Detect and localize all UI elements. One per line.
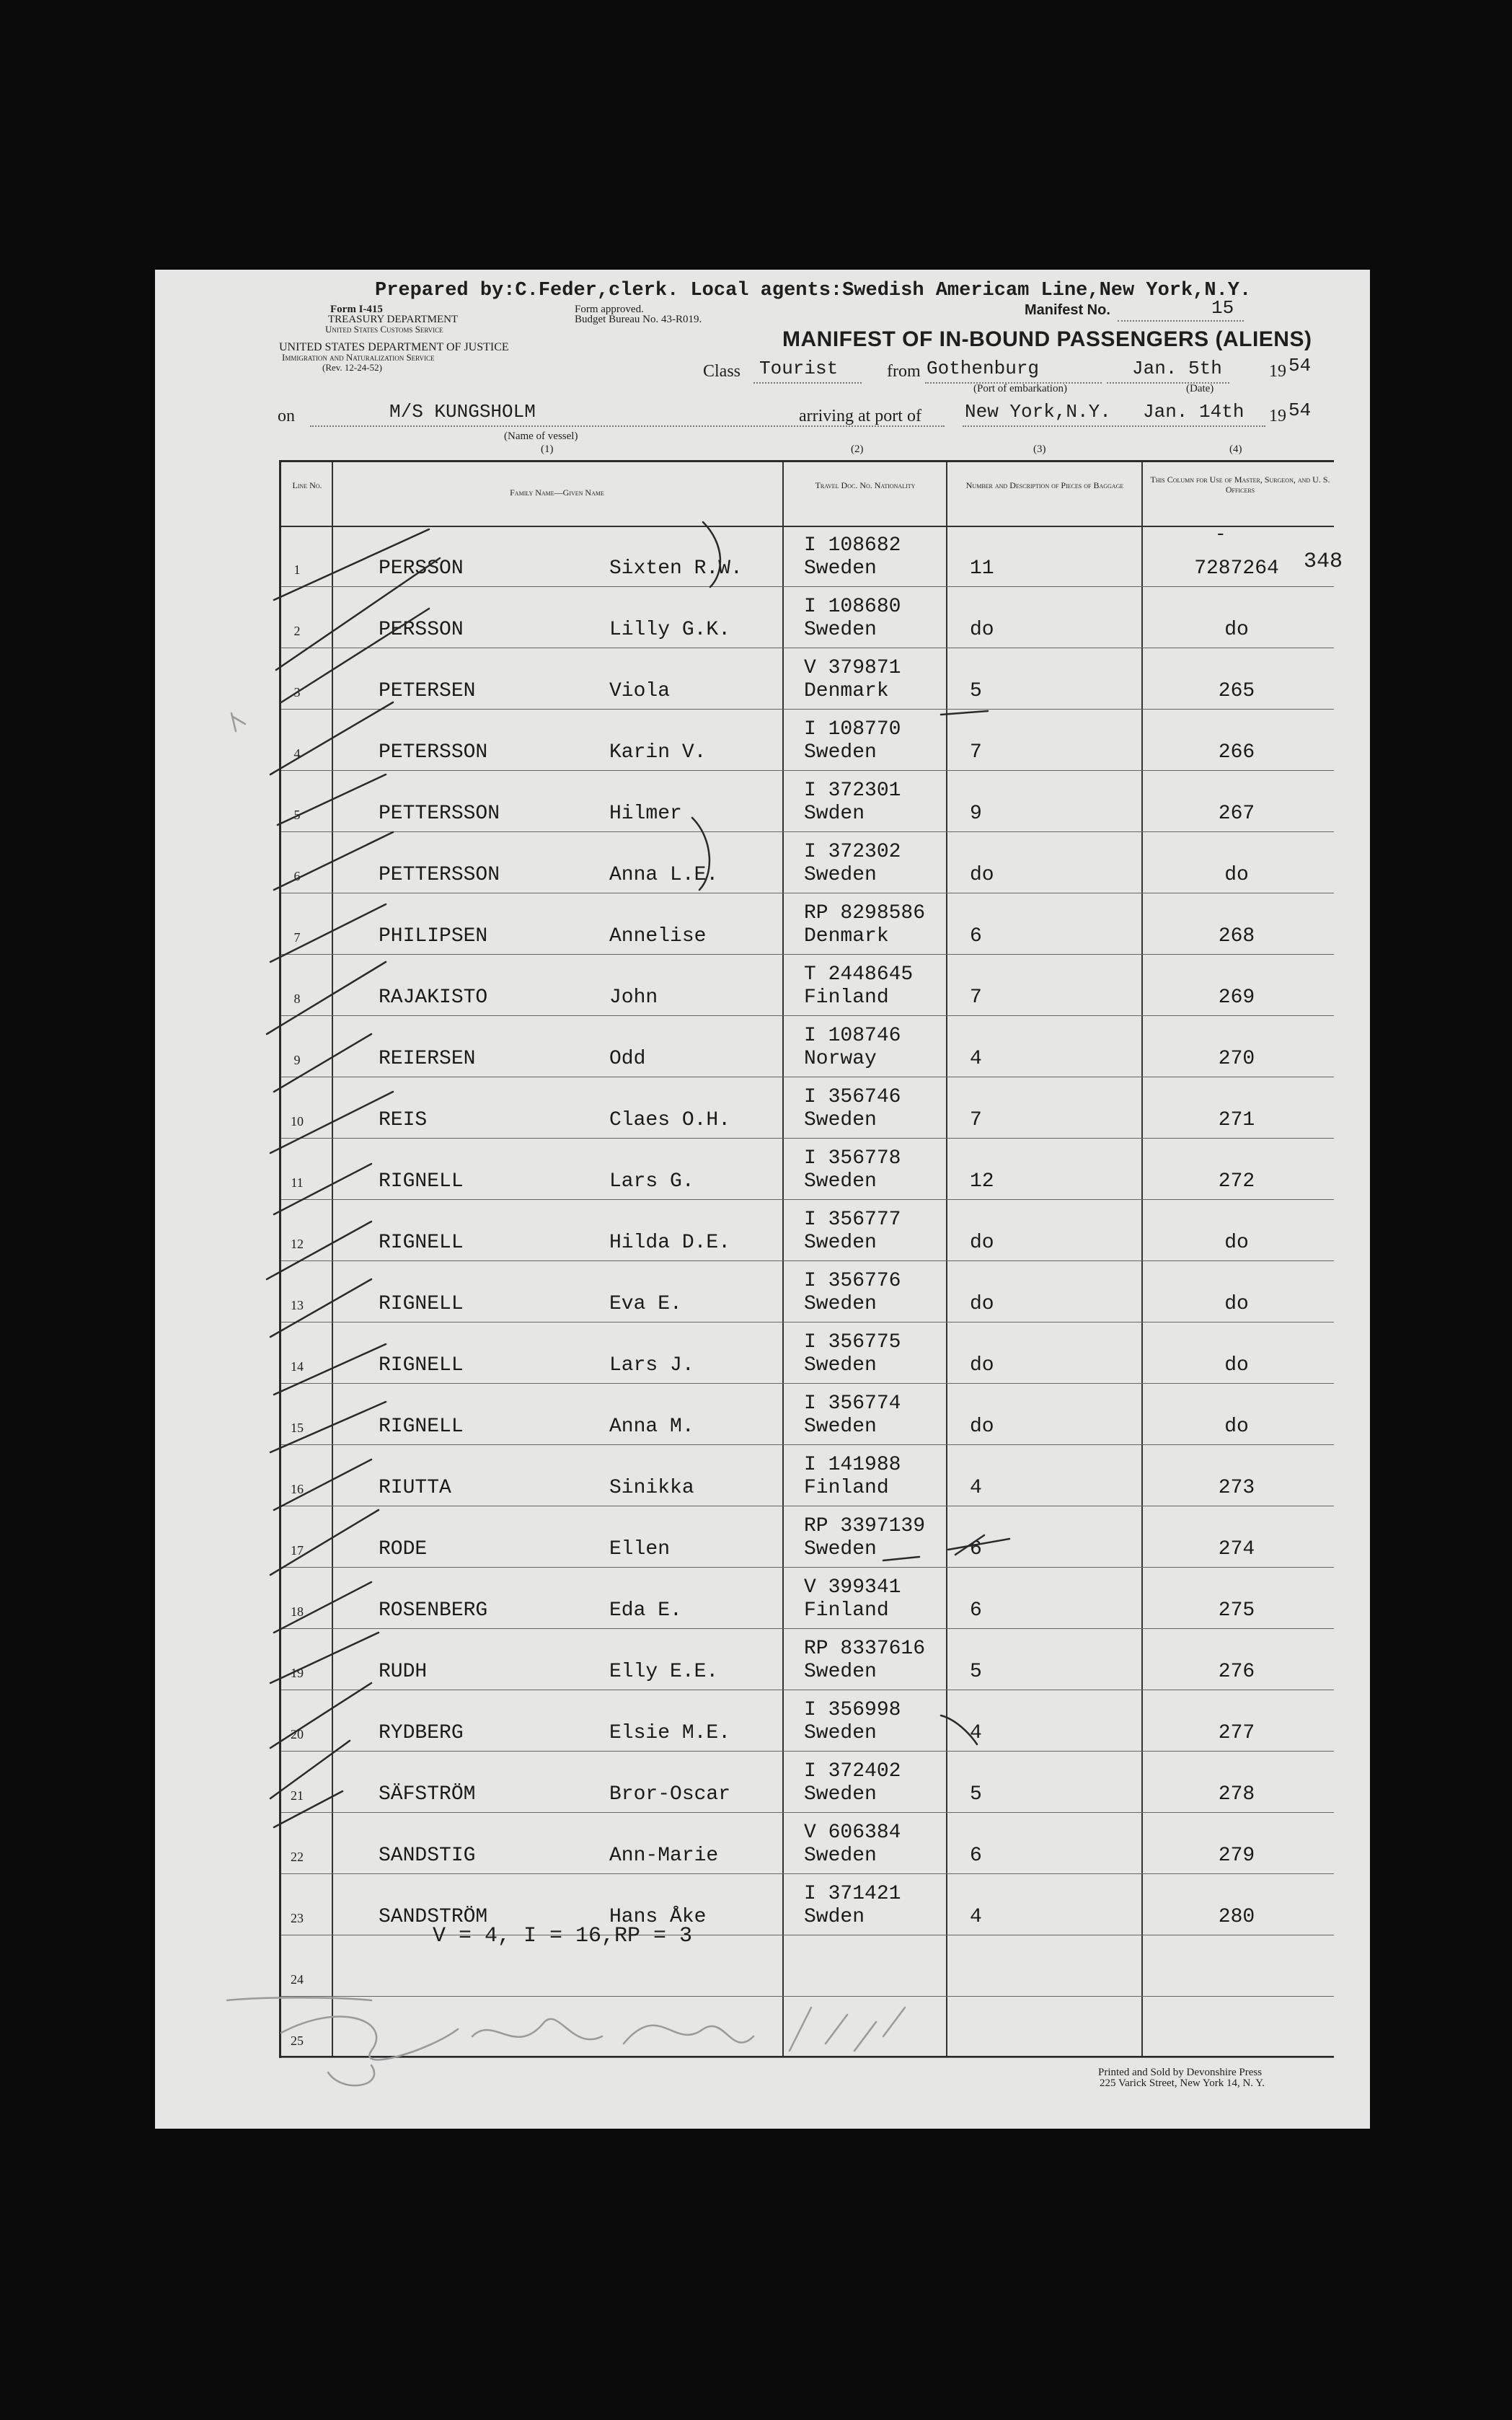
nationality: Sweden	[804, 864, 877, 886]
treasury-department: TREASURY DEPARTMENT	[328, 314, 459, 325]
officer-number: 271	[1218, 1109, 1255, 1131]
table-row	[281, 1997, 1334, 2058]
travel-doc-number: I 356998	[804, 1699, 901, 1721]
vessel-name: M/S KUNGSHOLM	[389, 401, 536, 423]
officer-number: do	[1224, 1293, 1249, 1315]
table-row	[281, 832, 1334, 893]
printer-credit-line-2: 225 Varick Street, New York 14, N. Y.	[1100, 2077, 1265, 2089]
baggage-pieces: 6	[970, 1845, 982, 1867]
col-header-name: Family Name—Given Name	[510, 487, 604, 498]
family-name: RAJAKISTO	[379, 986, 488, 1009]
line-number: 11	[291, 1175, 304, 1190]
officer-number: 278	[1218, 1783, 1255, 1806]
from-label: from	[887, 362, 921, 381]
table-row	[281, 1139, 1334, 1200]
officer-number: 275	[1218, 1599, 1255, 1622]
table-row	[281, 1077, 1334, 1139]
officer-number: do	[1224, 1354, 1249, 1377]
line-number: 9	[293, 1053, 301, 1067]
travel-doc-number: I 141988	[804, 1454, 901, 1476]
nationality: Sweden	[804, 1783, 877, 1806]
line-number: 3	[293, 685, 301, 699]
officer-number: 280	[1218, 1906, 1255, 1928]
family-name: ROSENBERG	[379, 1599, 488, 1622]
given-name: Hans Åke	[609, 1906, 707, 1928]
officer-number: 274	[1218, 1538, 1255, 1560]
line-number: 15	[291, 1421, 304, 1435]
travel-doc-number: I 372402	[804, 1760, 901, 1783]
line-number: 12	[291, 1237, 304, 1251]
baggage-pieces: 11	[970, 557, 994, 580]
given-name: Sinikka	[609, 1477, 694, 1499]
year-prefix: 19	[1269, 362, 1286, 381]
travel-doc-number: T 2448645	[804, 963, 914, 986]
line-number: 20	[291, 1727, 304, 1741]
baggage-pieces: do	[970, 1232, 994, 1254]
line-number: 18	[291, 1604, 304, 1619]
nationality: Sweden	[804, 1416, 877, 1438]
travel-doc-number: I 372302	[804, 841, 901, 863]
line-number: 24	[291, 1972, 304, 1987]
family-name: RIGNELL	[379, 1354, 464, 1377]
table-row	[281, 1384, 1334, 1445]
nationality: Finland	[804, 986, 889, 1009]
given-name: Elly E.E.	[609, 1661, 719, 1683]
officer-number: do	[1224, 1232, 1249, 1254]
line-number: 4	[293, 746, 301, 761]
nationality: Sweden	[804, 1170, 877, 1193]
officer-number: 7287264	[1194, 557, 1279, 580]
table-row	[281, 893, 1334, 955]
given-name: Lars G.	[609, 1170, 694, 1193]
manifest-page	[155, 270, 1370, 2129]
family-name: PETERSSON	[379, 741, 488, 764]
baggage-pieces: 7	[970, 986, 982, 1009]
travel-doc-number: I 356774	[804, 1392, 901, 1415]
nationality: Sweden	[804, 1661, 877, 1683]
passenger-table	[279, 460, 1334, 2058]
given-name: Lars J.	[609, 1354, 694, 1377]
given-name: Anna L.E.	[609, 864, 719, 886]
table-row	[281, 771, 1334, 832]
table-row	[281, 587, 1334, 648]
class-label: Class	[703, 362, 741, 381]
family-name: PETERSEN	[379, 680, 476, 702]
nationality: Norway	[804, 1048, 877, 1070]
table-row	[281, 1690, 1334, 1752]
baggage-pieces: 6	[970, 1538, 982, 1560]
nationality: Finland	[804, 1599, 889, 1622]
line-number: 13	[291, 1298, 304, 1312]
printer-credit-line-1: Printed and Sold by Devonshire Press	[1098, 2067, 1263, 2078]
baggage-pieces: do	[970, 619, 994, 641]
table-row	[281, 1752, 1334, 1813]
departure-date: Jan. 5th	[1132, 358, 1222, 379]
travel-doc-number: I 108746	[804, 1025, 901, 1047]
line-number: 6	[293, 869, 301, 883]
document-type-summary: V = 4, I = 16,RP = 3	[433, 1924, 693, 1948]
arrival-year: 54	[1288, 399, 1312, 421]
given-name: Hilmer	[609, 803, 682, 825]
travel-doc-number: V 606384	[804, 1821, 901, 1844]
family-name: RYDBERG	[379, 1722, 464, 1744]
class-value: Tourist	[759, 358, 839, 379]
baggage-pieces: 7	[970, 1109, 982, 1131]
table-row	[281, 1261, 1334, 1322]
nationality: Sweden	[804, 1722, 877, 1744]
arrival-date: Jan. 14th	[1143, 401, 1244, 423]
col-number-4: (4)	[1229, 443, 1242, 455]
family-name: RIUTTA	[379, 1477, 451, 1499]
family-name: PHILIPSEN	[379, 925, 488, 948]
col-number-1: (1)	[541, 443, 554, 455]
line-number: 2	[293, 624, 301, 638]
baggage-pieces: 9	[970, 803, 982, 825]
officer-number: 265	[1218, 680, 1255, 702]
baggage-pieces: 5	[970, 1783, 982, 1806]
manifest-number-value: 15	[1211, 297, 1234, 319]
officer-number: 266	[1218, 741, 1255, 764]
col-header-officers: This Column for Use of Master, Surgeon, and U. S. Officers	[1150, 474, 1330, 495]
port-of-embarkation: Gothenburg	[927, 358, 1040, 379]
family-name: PETTERSSON	[379, 864, 500, 886]
nationality: Denmark	[804, 680, 889, 702]
nationality: Sweden	[804, 619, 877, 641]
arrival-year-prefix: 19	[1269, 407, 1286, 425]
given-name: Sixten R.W.	[609, 557, 743, 580]
col-header-travel-doc: Travel Doc. No. Nationality	[815, 480, 916, 490]
manifest-number-line	[1118, 320, 1244, 322]
row-rule	[281, 2057, 1334, 2058]
line-number: 25	[291, 2033, 304, 2048]
nationality: Sweden	[804, 741, 877, 764]
table-row	[281, 1322, 1334, 1384]
form-revision: (Rev. 12-24-52)	[322, 362, 382, 373]
travel-doc-number: I 108682	[804, 534, 901, 557]
class-line	[753, 382, 862, 384]
family-name: SANDSTRÖM	[379, 1906, 488, 1928]
nationality: Sweden	[804, 1232, 877, 1254]
line-number: 8	[293, 992, 301, 1006]
line-number: 17	[291, 1543, 304, 1558]
prepared-by-line: Prepared by:C.Feder,clerk. Local agents:Swedish Americam Line,New York,N.Y.	[375, 280, 1252, 301]
travel-doc-number: V 399341	[804, 1576, 901, 1599]
baggage-pieces: 5	[970, 680, 982, 702]
immigration-service: Immigration and Naturalization Service	[282, 352, 435, 363]
table-row	[281, 1506, 1334, 1568]
officer-number: 273	[1218, 1477, 1255, 1499]
given-name: Odd	[609, 1048, 646, 1070]
given-name: Annelise	[609, 925, 707, 948]
officer-number: 276	[1218, 1661, 1255, 1683]
given-name: Anna M.	[609, 1416, 694, 1438]
departure-year: 54	[1288, 355, 1312, 376]
baggage-pieces: 4	[970, 1722, 982, 1744]
line-number: 23	[291, 1911, 304, 1925]
nationality: Sweden	[804, 1354, 877, 1377]
travel-doc-number: I 371421	[804, 1883, 901, 1905]
officer-number: do	[1224, 1416, 1249, 1438]
given-name: John	[609, 986, 658, 1009]
table-row	[281, 955, 1334, 1016]
form-number: Form I-415	[330, 304, 383, 315]
given-name: Karin V.	[609, 741, 707, 764]
table-row	[281, 710, 1334, 771]
margin-dash: -	[1215, 524, 1226, 545]
baggage-pieces: 5	[970, 1661, 982, 1683]
nationality: Sweden	[804, 1538, 877, 1560]
table-row	[281, 1200, 1334, 1261]
family-name: RUDH	[379, 1661, 428, 1683]
baggage-pieces: 6	[970, 925, 982, 948]
nationality: Finland	[804, 1477, 889, 1499]
officer-number: 279	[1218, 1845, 1255, 1867]
travel-doc-number: I 356775	[804, 1331, 901, 1353]
family-name: RIGNELL	[379, 1170, 464, 1193]
travel-doc-number: I 108770	[804, 718, 901, 741]
officer-number: 269	[1218, 986, 1255, 1009]
date-caption: (Date)	[1186, 383, 1214, 394]
officer-number: 272	[1218, 1170, 1255, 1193]
vessel-caption: (Name of vessel)	[504, 430, 578, 442]
line-number: 5	[293, 808, 301, 822]
travel-doc-number: RP 3397139	[804, 1515, 926, 1537]
family-name: REIS	[379, 1109, 428, 1131]
travel-doc-number: I 356776	[804, 1270, 901, 1292]
family-name: RIGNELL	[379, 1232, 464, 1254]
table-row	[281, 1568, 1334, 1629]
travel-doc-number: I 356778	[804, 1147, 901, 1170]
form-approved: Form approved.	[575, 304, 644, 315]
nationality: Swden	[804, 803, 865, 825]
baggage-pieces: do	[970, 1293, 994, 1315]
nationality: Sweden	[804, 1845, 877, 1867]
officer-number: 270	[1218, 1048, 1255, 1070]
given-name: Bror-Oscar	[609, 1783, 731, 1806]
line-number: 21	[291, 1788, 304, 1803]
col-number-2: (2)	[851, 443, 864, 455]
nationality: Swden	[804, 1906, 865, 1928]
budget-bureau: Budget Bureau No. 43-R019.	[575, 314, 702, 325]
nationality: Sweden	[804, 1293, 877, 1315]
table-row	[281, 1813, 1334, 1874]
given-name: Elsie M.E.	[609, 1722, 731, 1744]
baggage-pieces: 12	[970, 1170, 994, 1193]
given-name: Eda E.	[609, 1599, 682, 1622]
customs-service: United States Customs Service	[325, 324, 443, 335]
department-of-justice: UNITED STATES DEPARTMENT OF JUSTICE	[279, 341, 509, 353]
nationality: Sweden	[804, 1109, 877, 1131]
col-number-3: (3)	[1033, 443, 1046, 455]
baggage-pieces: 4	[970, 1477, 982, 1499]
baggage-pieces: 4	[970, 1906, 982, 1928]
family-name: REIERSEN	[379, 1048, 476, 1070]
baggage-pieces: 7	[970, 741, 982, 764]
arrival-port: New York,N.Y.	[965, 401, 1111, 423]
manifest-number-label: Manifest No.	[1025, 302, 1110, 318]
baggage-pieces: do	[970, 1354, 994, 1377]
margin-page-number: 348	[1304, 549, 1343, 574]
given-name: Hilda D.E.	[609, 1232, 731, 1254]
table-row	[281, 1629, 1334, 1690]
arriving-label: arriving at port of	[799, 407, 921, 425]
given-name: Claes O.H.	[609, 1109, 731, 1131]
baggage-pieces: do	[970, 1416, 994, 1438]
officer-number: 268	[1218, 925, 1255, 948]
port-caption: (Port of embarkation)	[973, 383, 1067, 394]
arrival-line	[963, 425, 1265, 427]
family-name: RIGNELL	[379, 1293, 464, 1315]
line-number: 19	[291, 1666, 304, 1680]
baggage-pieces: do	[970, 864, 994, 886]
table-body	[281, 526, 1334, 2056]
officer-number: do	[1224, 619, 1249, 641]
travel-doc-number: I 108680	[804, 596, 901, 618]
travel-doc-number: RP 8298586	[804, 902, 926, 924]
travel-doc-number: I 356777	[804, 1209, 901, 1231]
given-name: Ellen	[609, 1538, 671, 1560]
line-number: 22	[291, 1850, 304, 1864]
table-row	[281, 526, 1334, 587]
family-name: RODE	[379, 1538, 428, 1560]
baggage-pieces: 6	[970, 1599, 982, 1622]
table-row	[281, 1016, 1334, 1077]
family-name: PERSSON	[379, 557, 464, 580]
line-number: 14	[291, 1359, 304, 1374]
line-number: 1	[293, 562, 301, 577]
baggage-pieces: 4	[970, 1048, 982, 1070]
line-number: 10	[291, 1114, 304, 1129]
line-number: 16	[291, 1482, 304, 1496]
family-name: PERSSON	[379, 619, 464, 641]
family-name: RIGNELL	[379, 1416, 464, 1438]
given-name: Viola	[609, 680, 671, 702]
col-header-baggage: Number and Description of Pieces of Baggage	[965, 480, 1124, 490]
family-name: SANDSTIG	[379, 1845, 476, 1867]
given-name: Lilly G.K.	[609, 619, 731, 641]
line-number: 7	[293, 930, 301, 945]
manifest-title: MANIFEST OF IN-BOUND PASSENGERS (ALIENS)	[782, 327, 1312, 351]
officer-number: 277	[1218, 1722, 1255, 1744]
nationality: Denmark	[804, 925, 889, 948]
family-name: PETTERSSON	[379, 803, 500, 825]
table-row	[281, 648, 1334, 710]
nationality: Sweden	[804, 557, 877, 580]
on-label: on	[278, 407, 295, 425]
col-header-line: Line No.	[292, 480, 322, 490]
officer-number: 267	[1218, 803, 1255, 825]
given-name: Eva E.	[609, 1293, 682, 1315]
officer-number: do	[1224, 864, 1249, 886]
travel-doc-number: I 372301	[804, 780, 901, 802]
travel-doc-number: V 379871	[804, 657, 901, 679]
travel-doc-number: I 356746	[804, 1086, 901, 1108]
table-row	[281, 1445, 1334, 1506]
family-name: SÄFSTRÖM	[379, 1783, 476, 1806]
given-name: Ann-Marie	[609, 1845, 719, 1867]
travel-doc-number: RP 8337616	[804, 1638, 926, 1660]
